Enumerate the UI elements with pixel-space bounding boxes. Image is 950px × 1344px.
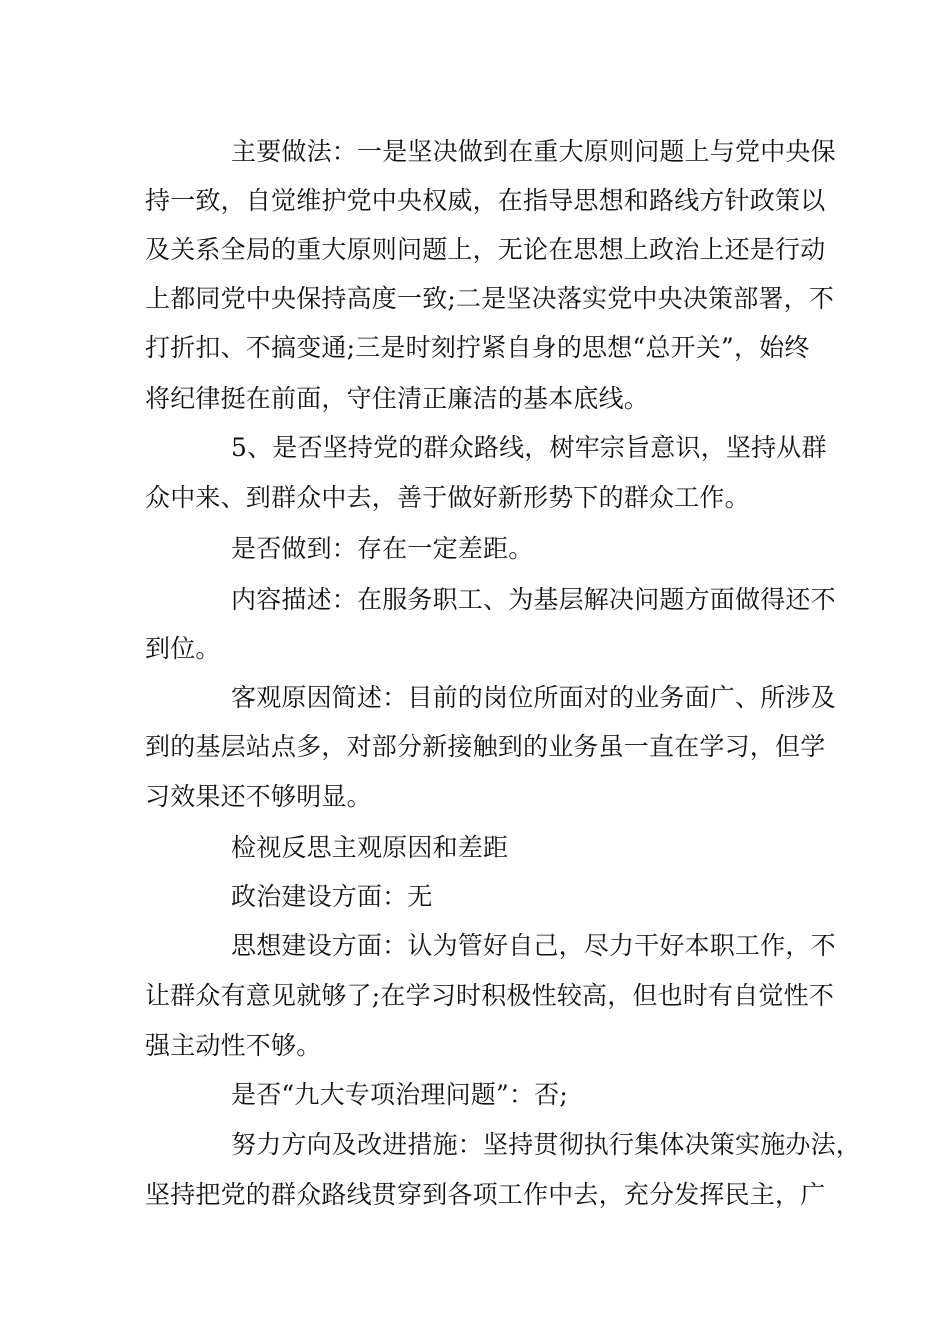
paragraph-line: 习效果还不够明显。 [145, 782, 372, 811]
paragraph-line: 内容描述：在服务职工、为基层解决问题方面做得还不 [231, 585, 836, 614]
paragraph-line: 是否做到：存在一定差距。 [231, 534, 534, 563]
paragraph-line: 思想建设方面：认为管好自己，尽力干好本职工作，不 [231, 931, 836, 960]
paragraph-line: 让群众有意见就够了;在学习时积极性较高，但也时有自觉性不 [145, 981, 835, 1010]
paragraph-line: 强主动性不够。 [145, 1031, 322, 1060]
paragraph-line: 到的基层站点多，对部分新接触到的业务虽一直在学习，但学 [145, 732, 826, 761]
paragraph-line: 政治建设方面：无 [231, 882, 433, 911]
paragraph-line: 坚持把党的群众路线贯穿到各项工作中去，充分发挥民主，广 [145, 1180, 826, 1209]
paragraph-line: 5、是否坚持党的群众路线，树牢宗旨意识，坚持从群 [231, 433, 827, 462]
paragraph-line: 打折扣、不搞变通;三是时刻拧紧自身的思想“总开关”，始终 [145, 333, 810, 362]
paragraph-line: 及关系全局的重大原则问题上，无论在思想上政治上还是行动 [145, 235, 826, 264]
paragraph-line: 努力方向及改进措施：坚持贯彻执行集体决策实施办法， [231, 1130, 862, 1159]
paragraph-line: 检视反思主观原因和差距 [231, 833, 509, 862]
paragraph-line: 主要做法：一是坚决做到在重大原则问题上与党中央保 [231, 137, 836, 166]
paragraph-line: 上都同党中央保持高度一致;二是坚决落实党中央决策部署，不 [145, 284, 835, 313]
paragraph-line: 众中来、到群众中去，善于做好新形势下的群众工作。 [145, 483, 750, 512]
paragraph-line: 客观原因简述：目前的岗位所面对的业务面广、所涉及 [231, 683, 836, 712]
paragraph-line: 是否“九大专项治理问题”：否; [231, 1080, 568, 1109]
paragraph-line: 持一致，自觉维护党中央权威，在指导思想和路线方针政策以 [145, 186, 826, 215]
paragraph-line: 到位。 [145, 634, 221, 663]
paragraph-line: 将纪律挺在前面，守住清正廉洁的基本底线。 [145, 384, 650, 413]
